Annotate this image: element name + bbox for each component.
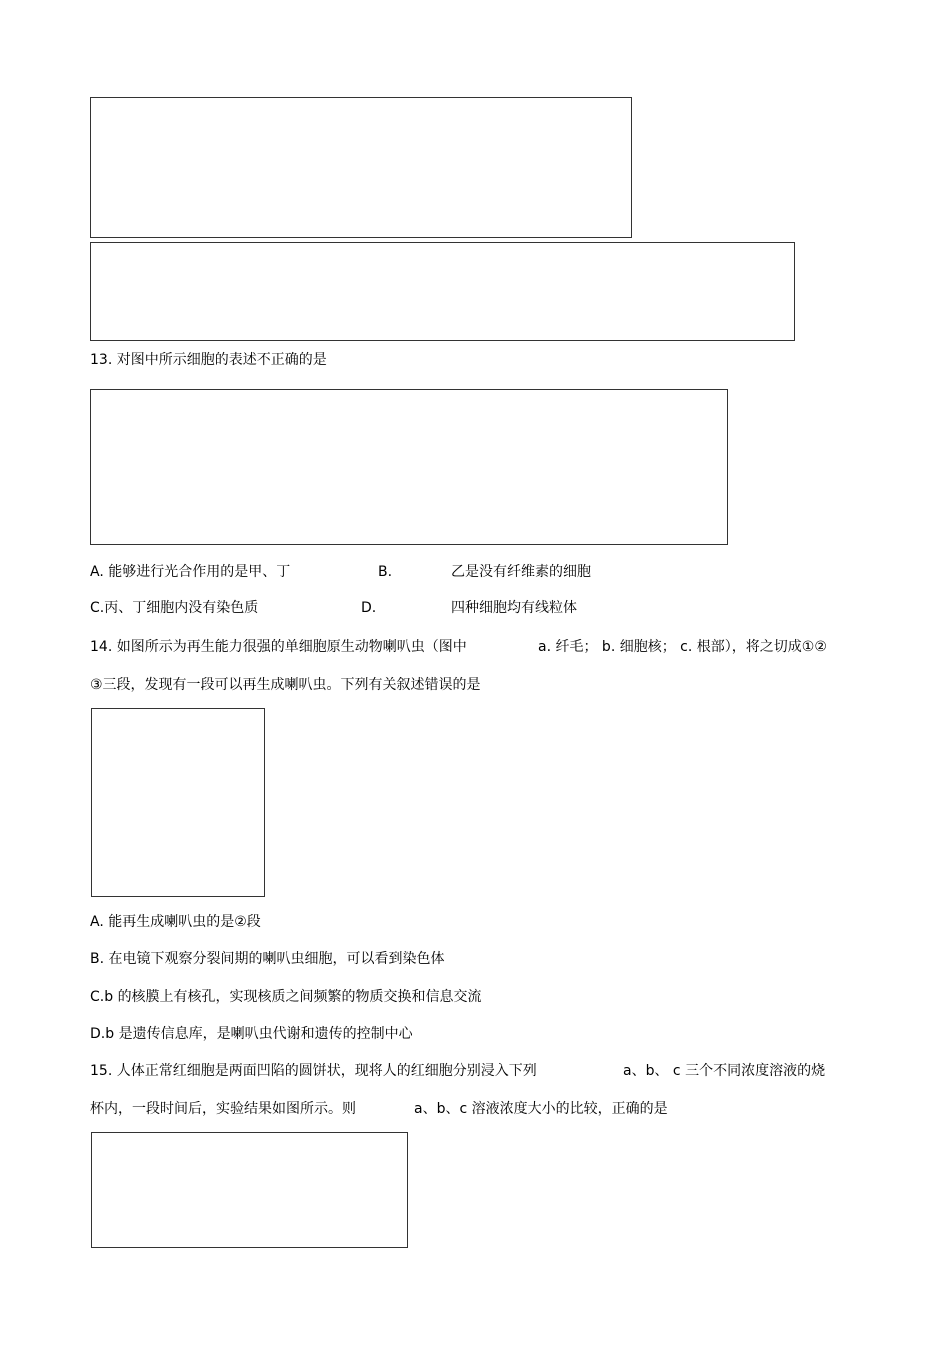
- q14-figure: [91, 708, 265, 897]
- q13-option-c: C.丙、丁细胞内没有染色质: [90, 600, 259, 616]
- q15-stem-part1b: a、b、 c 三个不同浓度溶液的烧: [623, 1063, 826, 1079]
- q14-option-a: A. 能再生成喇叭虫的是②段: [90, 914, 261, 930]
- q15-stem-part2b: a、b、c 溶液浓度大小的比较，正确的是: [414, 1101, 668, 1117]
- q15-stem-part1: 15. 人体正常红细胞是两面凹陷的圆饼状，现将人的红细胞分别浸入下列: [90, 1063, 537, 1079]
- q14-stem-part2: ③三段，发现有一段可以再生成喇叭虫。下列有关叙述错误的是: [90, 677, 481, 693]
- q14-option-d: D.b 是遗传信息库，是喇叭虫代谢和遗传的控制中心: [90, 1026, 413, 1042]
- q13-option-d-letter: D.: [361, 600, 377, 616]
- q14-stem-part1b: a. 纤毛； b. 细胞核； c. 根部），将之切成①②: [538, 639, 827, 655]
- q15-stem-part2: 杯内，一段时间后，实验结果如图所示。则: [90, 1101, 356, 1117]
- q13-stem: 13. 对图中所示细胞的表述不正确的是: [90, 352, 327, 368]
- q13-figure: [90, 389, 728, 545]
- q13-option-b-text: 乙是没有纤维素的细胞: [451, 564, 591, 580]
- q13-option-d-text: 四种细胞均有线粒体: [451, 600, 577, 616]
- figure-box-1: [90, 97, 632, 238]
- q13-option-a: A. 能够进行光合作用的是甲、丁: [90, 564, 291, 580]
- q14-option-b: B. 在电镜下观察分裂间期的喇叭虫细胞，可以看到染色体: [90, 951, 445, 967]
- q14-stem-part1: 14. 如图所示为再生能力很强的单细胞原生动物喇叭虫（图中: [90, 639, 467, 655]
- q14-option-c: C.b 的核膜上有核孔，实现核质之间频繁的物质交换和信息交流: [90, 989, 482, 1005]
- q15-figure: [91, 1132, 408, 1248]
- figure-box-2: [90, 242, 795, 341]
- q13-option-b-letter: B.: [378, 564, 393, 580]
